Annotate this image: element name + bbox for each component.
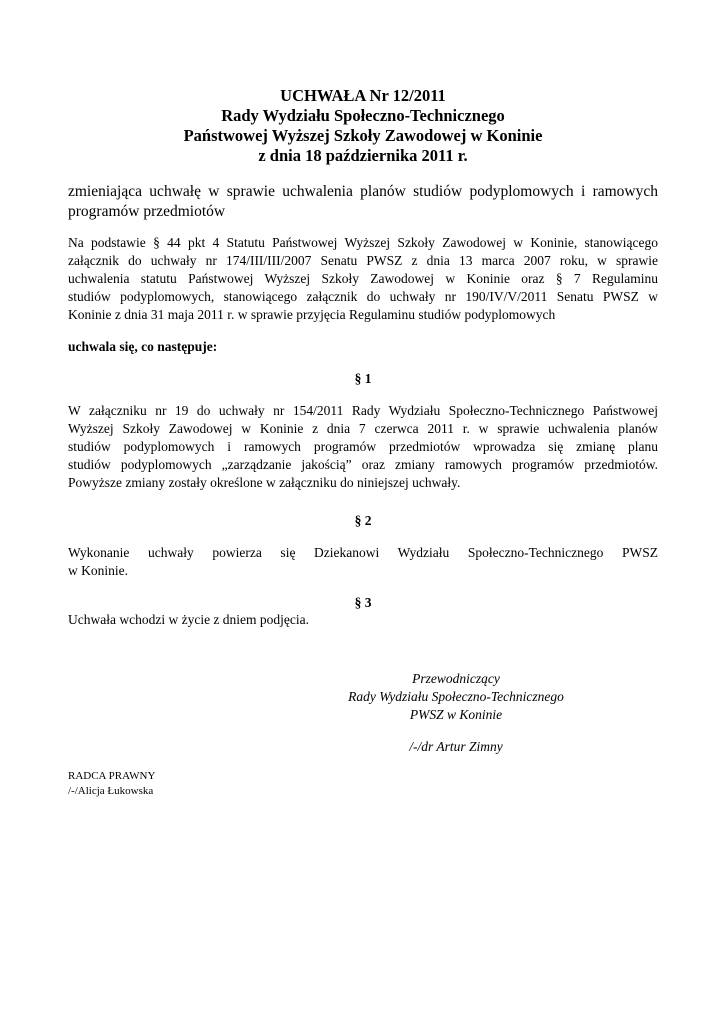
- section-line: studiów podyplomowych „zarządzanie jakością” oraz zmiany ramowych programów przedmiotów.: [68, 457, 658, 472]
- section-2-mark: § 2: [354, 513, 372, 528]
- subject-line: zmieniająca uchwałę w sprawie uchwalenia planów studiów podyplomowych i ramowych: [68, 183, 658, 200]
- issuing-body: Rady Wydziału Społeczno-Technicznego: [221, 106, 505, 125]
- resolution-header: [68, 86, 658, 166]
- section-3-mark: § 3: [354, 595, 372, 610]
- legal-basis-line: studiów podyplomowych, stanowiącego załącznik do uchwały nr 190/IV/V/2011 Senatu PWSZ w: [68, 289, 658, 304]
- section-1-text: [68, 402, 658, 492]
- section-line: Wyższej Szkoły Zawodowej w Koninie z dnia 7 czerwca 2011 r. w sprawie uchwalenia planów: [68, 421, 658, 436]
- legal-basis-line: Koninie z dnia 31 maja 2011 r. w sprawie przyjęcia Regulaminu studiów podyplomowych: [68, 307, 556, 322]
- resolution-number: UCHWAŁA Nr 12/2011: [280, 86, 446, 105]
- section-line: Powyższe zmiany zostały określone w załączniku do niniejszej uchwały.: [68, 475, 461, 490]
- chairman-title: Przewodniczący: [412, 671, 500, 686]
- resolves-clause: uchwala się, co następuje:: [68, 339, 218, 354]
- resolution-subject: [68, 182, 658, 222]
- legal-basis-line: uchwalenia statutu Państwowej Wyższej Szkoły Zawodowej w Koninie oraz § 7 Regulaminu: [68, 271, 658, 286]
- institution-name: Państwowej Wyższej Szkoły Zawodowej w Koninie: [183, 126, 543, 145]
- section-3-text: [68, 611, 658, 629]
- resolution-date: z dnia 18 października 2011 r.: [258, 146, 468, 165]
- section-2-text: [68, 544, 658, 580]
- legal-counsel-title: RADCA PRAWNY: [68, 770, 156, 782]
- section-line: w Koninie.: [68, 563, 128, 578]
- chairman-signature-block: [320, 670, 592, 724]
- section-line: Uchwała wchodzi w życie z dniem podjęcia.: [68, 612, 310, 627]
- legal-counsel-name: /-/Alicja Łukowska: [68, 785, 154, 797]
- legal-basis-line: Na podstawie § 44 pkt 4 Statutu Państwowej Wyższej Szkoły Zawodowej w Koninie, stanowiącego: [68, 235, 658, 250]
- section-1-mark: § 1: [354, 371, 372, 386]
- section-line: studiów podyplomowych i ramowych programów przedmiotów wprowadza się zmianę planu: [68, 439, 658, 454]
- legal-basis: [68, 234, 658, 324]
- subject-line: programów przedmiotów: [68, 203, 226, 220]
- chairman-name: /-/dr Artur Zimny: [409, 739, 503, 754]
- legal-counsel-block: [68, 769, 155, 799]
- legal-basis-line: załącznik do uchwały nr 174/III/III/2007 Senatu PWSZ z dnia 13 marca 2007 roku, w sprawie: [68, 253, 658, 268]
- chairman-institution: PWSZ w Koninie: [409, 707, 503, 722]
- section-line: W załączniku nr 19 do uchwały nr 154/2011 Rady Wydziału Społeczno-Technicznego Państwowej: [68, 403, 658, 418]
- section-line: Wykonanie uchwały powierza się Dziekanowi Wydziału Społeczno-Technicznego PWSZ: [68, 545, 658, 560]
- chairman-body: Rady Wydziału Społeczno-Technicznego: [348, 689, 564, 704]
